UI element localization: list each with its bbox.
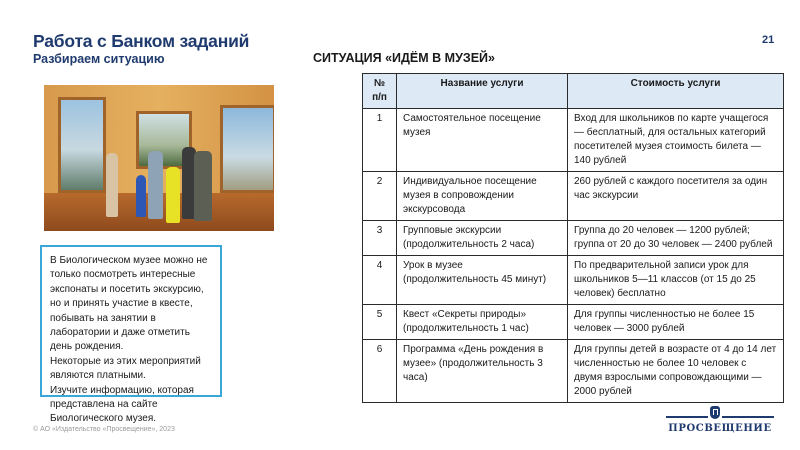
service-name: Групповые экскурсии (продолжительность 2 часа) (397, 221, 568, 256)
copyright-notice: © АО «Издательство «Просвещение», 2023 (33, 426, 175, 433)
service-price: Для группы детей в возрасте от 4 до 14 лет численностью не более 10 человек с двумя взрослыми сопровождающими — 2000 рублей (568, 340, 784, 403)
service-price: Вход для школьников по карте учащегося — бесплатный, для остальных категорий посетителей музея стоимость билета — 140 рублей (568, 109, 784, 172)
logo-text: ПРОСВЕЩЕНИЕ (668, 423, 772, 434)
diorama-right (220, 105, 274, 193)
service-name: Индивидуальное посещение музея в сопровождении экскурсовода (397, 172, 568, 221)
shield-icon (710, 406, 720, 419)
services-table (362, 73, 784, 403)
table-row (363, 305, 784, 340)
logo-line-right (722, 416, 774, 418)
description-paragraph: Изучите информацию, которая представлена на сайте Биологического музея. (50, 384, 194, 425)
situation-description-box (40, 245, 222, 425)
description-paragraph: Некоторые из этих мероприятий являются платными. (50, 355, 201, 382)
row-number: 4 (363, 256, 397, 305)
service-price: По предварительной записи урок для школьников 5—11 классов (от 15 до 25 человек) бесплатно (568, 256, 784, 305)
service-name: Самостоятельное посещение музея (397, 109, 568, 172)
row-number: 2 (363, 172, 397, 221)
logo-line-left (666, 416, 708, 418)
page-number: 21 (762, 34, 775, 46)
row-number: 1 (363, 109, 397, 172)
column-header-service-name: Название услуги (397, 74, 568, 109)
table-row (363, 340, 784, 403)
service-name: Программа «День рождения в музее» (продолжительность 3 часа) (397, 340, 568, 403)
diorama-left (58, 97, 106, 193)
description-paragraph: В Биологическом музее можно не только посмотреть интересные экспонаты и посетить экскурсию, но и принять участие в квесте, побывать на занятии в лаборатории и даже отметить день рождения. (50, 255, 208, 353)
museum-photo (44, 85, 274, 231)
row-number: 5 (363, 305, 397, 340)
service-price: Группа до 20 человек — 1200 рублей; группа от 20 до 30 человек — 2400 рублей (568, 221, 784, 256)
table-row (363, 109, 784, 172)
slide-title: Работа с Банком заданий (33, 31, 250, 51)
table-row (363, 256, 784, 305)
row-number: 3 (363, 221, 397, 256)
visitor-figure (136, 175, 146, 217)
table-row (363, 221, 784, 256)
visitor-figure (148, 151, 163, 219)
visitor-figure (166, 167, 180, 223)
column-header-number: № п/п (363, 74, 397, 109)
service-price: Для группы численностью не более 15 человек — 3000 рублей (568, 305, 784, 340)
service-name: Квест «Секреты природы» (продолжительность 1 час) (397, 305, 568, 340)
service-name: Урок в музее (продолжительность 45 минут) (397, 256, 568, 305)
prosveshchenie-logo (666, 406, 774, 438)
visitor-figure (106, 153, 118, 217)
visitor-figure (194, 151, 212, 221)
situation-title: СИТУАЦИЯ «ИДЁМ В МУЗЕЙ» (313, 51, 495, 65)
service-price: 260 рублей с каждого посетителя за один час экскурсии (568, 172, 784, 221)
column-header-service-price: Стоимость услуги (568, 74, 784, 109)
row-number: 6 (363, 340, 397, 403)
table-row (363, 172, 784, 221)
table-header-row (363, 74, 784, 109)
slide-subtitle: Разбираем ситуацию (33, 52, 165, 66)
